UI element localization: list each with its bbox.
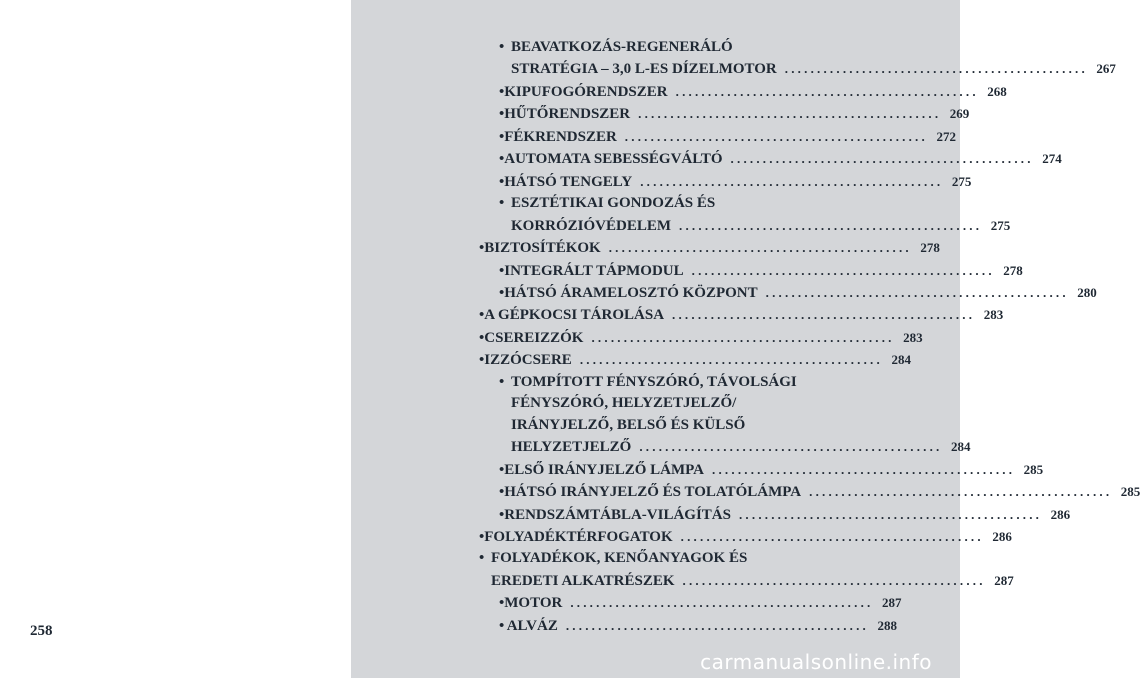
- dot-leader: ...............................................: [730, 151, 1034, 167]
- toc-entry[interactable]: [479, 592, 902, 614]
- toc-entry[interactable]: [479, 171, 972, 193]
- bullet-icon: •: [499, 128, 505, 145]
- toc-entry-page: 283: [983, 307, 1004, 323]
- bullet-icon: •: [499, 284, 505, 301]
- toc-entry-title: STRATÉGIA – 3,0 L-ES DÍZELMOTOR: [511, 61, 777, 78]
- bullet-icon: •: [479, 240, 485, 257]
- toc-entry[interactable]: [479, 193, 1011, 237]
- toc-entry-title: TOMPÍTOTT FÉNYSZÓRÓ, TÁVOLSÁGI: [511, 373, 797, 390]
- toc-entry[interactable]: [479, 81, 1007, 103]
- toc-entry-page: 275: [951, 173, 972, 189]
- toc-entry-title: BIZTOSÍTÉKOK: [484, 240, 601, 257]
- toc-entry[interactable]: [479, 237, 940, 259]
- toc-entry[interactable]: [479, 372, 971, 459]
- bullet-icon: •: [499, 83, 505, 100]
- toc-entry-page: 269: [949, 106, 970, 122]
- toc-entry-title: FÉKRENDSZER: [504, 128, 617, 145]
- toc-entry-title: ESZTÉTIKAI GONDOZÁS ÉS: [511, 195, 716, 212]
- toc-entry-page: 284: [951, 439, 971, 455]
- toc-entry-title: KIPUFOGÓRENDSZER: [504, 83, 668, 100]
- toc-entry-page: 278: [920, 240, 940, 256]
- bullet-icon: •: [499, 506, 505, 523]
- toc-entry-title: FOLYADÉKTÉRFOGATOK: [484, 528, 673, 545]
- toc-entry-title: ALVÁZ: [506, 617, 558, 634]
- dot-leader: ...............................................: [570, 595, 874, 611]
- toc-entry[interactable]: [479, 615, 897, 637]
- toc-entry-page: 272: [936, 128, 956, 144]
- bullet-icon: •: [499, 461, 505, 478]
- bullet-icon: •: [499, 173, 505, 190]
- watermark: carmanualsonline.info: [700, 650, 932, 674]
- dot-leader: ...............................................: [712, 461, 1016, 477]
- toc-entry[interactable]: [479, 481, 1140, 503]
- dot-leader: ...............................................: [784, 61, 1088, 77]
- dot-leader: ...............................................: [691, 262, 995, 278]
- bullet-icon: •: [499, 195, 505, 212]
- toc-entry-page: 285: [1120, 484, 1140, 500]
- toc-entry-title: ELSŐ IRÁNYJELZŐ LÁMPA: [504, 461, 705, 478]
- toc-entry-title: IRÁNYJELZŐ, BELSŐ ÉS KÜLSŐ: [511, 416, 746, 433]
- toc-entry-title: MOTOR: [504, 595, 563, 612]
- bullet-icon: •: [499, 484, 505, 501]
- bullet-icon: •: [479, 307, 485, 324]
- bullet-icon: •: [479, 550, 485, 567]
- toc-entry-title: HÁTSÓ IRÁNYJELZŐ ÉS TOLATÓLÁMPA: [504, 484, 802, 501]
- toc-entry-title: FOLYADÉKOK, KENŐANYAGOK ÉS: [491, 550, 748, 567]
- toc-entry[interactable]: [479, 148, 1062, 170]
- dot-leader: ...............................................: [680, 528, 984, 544]
- toc-entry-page: 275: [990, 217, 1011, 233]
- dot-leader: ...............................................: [638, 106, 942, 122]
- toc-entry[interactable]: [479, 260, 1023, 282]
- toc-entry[interactable]: [479, 103, 970, 125]
- bullet-icon: •: [499, 151, 505, 168]
- toc-entry[interactable]: [479, 282, 1097, 304]
- page-number: 258: [30, 623, 53, 639]
- dot-leader: ...............................................: [679, 217, 983, 233]
- dot-leader: ...............................................: [682, 572, 986, 588]
- toc-entry[interactable]: [479, 349, 911, 371]
- toc-entry-page: 283: [903, 329, 923, 345]
- toc-entry-page: 278: [1003, 262, 1023, 278]
- toc-entry-page: 287: [881, 595, 902, 611]
- toc-entry-title: EREDETI ALKATRÉSZEK: [491, 572, 675, 589]
- toc-entry-title: AUTOMATA SEBESSÉGVÁLTÓ: [504, 151, 723, 168]
- dot-leader: ...............................................: [639, 439, 943, 455]
- toc-entry[interactable]: [479, 327, 923, 349]
- toc-entry-title: KORRÓZIÓVÉDELEM: [511, 217, 672, 234]
- dot-leader: ...............................................: [608, 240, 912, 256]
- toc-entry-page: 280: [1077, 284, 1097, 300]
- toc-entry-page: 288: [877, 617, 897, 633]
- bullet-icon: •: [499, 373, 505, 390]
- toc-entry-page: 286: [992, 528, 1012, 544]
- dot-leader: ...............................................: [672, 307, 976, 323]
- bullet-icon: •: [479, 329, 485, 346]
- bullet-icon: •: [499, 39, 505, 55]
- toc-entry-page: 268: [987, 83, 1007, 99]
- toc-entry-page: 267: [1096, 61, 1116, 77]
- toc-entry-title: HŰTŐRENDSZER: [504, 106, 631, 123]
- toc-entry[interactable]: [479, 126, 956, 148]
- toc-entry-title: BEAVATKOZÁS-REGENERÁLÓ: [511, 39, 733, 55]
- toc-entry-title: FÉNYSZÓRÓ, HELYZETJELZŐ/: [511, 395, 737, 412]
- toc-entry-page: 285: [1023, 461, 1044, 477]
- toc-entry-title: A GÉPKOCSI TÁROLÁSA: [484, 307, 665, 324]
- toc-entry[interactable]: [479, 459, 1044, 481]
- right-page: [351, 0, 1140, 678]
- toc-entry-title: INTEGRÁLT TÁPMODUL: [504, 262, 684, 279]
- toc-entry-title: HÁTSÓ ÁRAMELOSZTÓ KÖZPONT: [504, 284, 758, 301]
- bullet-icon: •: [499, 595, 505, 612]
- toc-entry-page: 284: [891, 352, 911, 368]
- toc-entry-page: 287: [994, 572, 1014, 588]
- toc-entry[interactable]: [479, 304, 1004, 326]
- left-page: [0, 0, 351, 678]
- toc-entry-title: RENDSZÁMTÁBLA-VILÁGÍTÁS: [504, 506, 731, 523]
- toc-entry[interactable]: [479, 37, 1116, 81]
- dot-leader: ...............................................: [809, 484, 1113, 500]
- toc-entry-title: HÁTSÓ TENGELY: [504, 173, 633, 190]
- toc-entry[interactable]: [479, 504, 1071, 526]
- bullet-icon: •: [499, 106, 505, 123]
- toc-entry-page: 274: [1042, 151, 1062, 167]
- toc-entry[interactable]: [479, 526, 1012, 548]
- dot-leader: ...............................................: [640, 173, 944, 189]
- toc-entry-page: 286: [1050, 506, 1071, 522]
- dot-leader: ...............................................: [624, 128, 928, 144]
- table-of-contents: [479, 37, 1140, 637]
- bullet-icon: •: [479, 528, 485, 545]
- bullet-icon: •: [499, 262, 505, 279]
- dot-leader: ...............................................: [675, 83, 979, 99]
- dot-leader: ...............................................: [591, 329, 895, 345]
- dot-leader: ...............................................: [738, 506, 1043, 522]
- toc-entry-title: CSEREIZZÓK: [484, 329, 584, 346]
- toc-entry-title: IZZÓCSERE: [484, 352, 572, 369]
- bullet-icon: •: [479, 352, 485, 369]
- dot-leader: ...............................................: [579, 352, 883, 368]
- dot-leader: ...............................................: [765, 284, 1069, 300]
- dot-leader: ...............................................: [565, 617, 869, 633]
- toc-entry[interactable]: [479, 548, 1014, 592]
- toc-entry-title: HELYZETJELZŐ: [511, 439, 632, 456]
- bullet-icon: •: [499, 617, 505, 634]
